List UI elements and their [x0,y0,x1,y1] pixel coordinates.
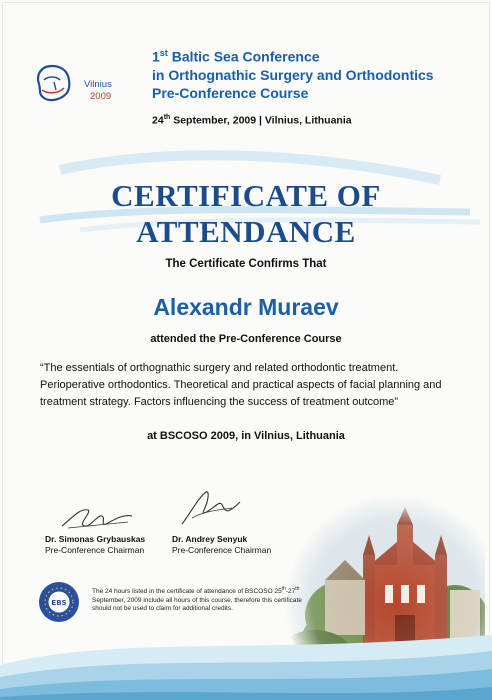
credits-disclaimer [92,585,302,614]
course-description: “The essentials of orthognathic surgery and related orthodontic treatment. Perioperative orthodontics. Theoretical and practical aspects of facial planning and treatment strategy. Factors influencing the success of treatment outcome” [40,362,442,408]
logo-city: Vilnius [84,79,112,90]
disclaimer-sup-1: th [281,586,286,592]
certificate-heading: CERTIFICATE OF ATTENDANCE [111,178,381,249]
signature-grybauskas [58,500,138,532]
date-suffix: th [163,114,171,121]
signatory-1-role: Pre-Conference Chairman [45,545,145,555]
signatory-2-name: Dr. Andrey Senyuk [172,534,248,544]
signatory-1-name: Dr. Simonas Grybauskas [45,534,146,544]
bottom-wave-decoration [0,615,492,700]
signatory-2 [172,534,271,556]
conference-date [152,114,352,127]
disclaimer-part-1: The 24 hours listed in the certificate of attendance of BSCOSO 25 [92,588,282,596]
recipient-name: Alexandr Muraev [153,294,339,320]
date-rest: September, 2009 | Vilnius, Lithuania [170,114,352,127]
title-line1: Baltic Sea Conference [167,48,320,65]
conference-title [152,44,482,102]
title-ordinal-suffix: st [159,48,168,58]
attended-line: attended the Pre-Conference Course [150,333,342,345]
venue-line: at BSCOSO 2009, in Vilnius, Lithuania [147,430,345,442]
disclaimer-part-2: -27 [285,588,296,596]
title-line3: Pre-Conference Course [152,84,309,101]
title-line2: in Orthognathic Surgery and Orthodontics [152,66,434,83]
confirms-line: The Certificate Confirms That [165,258,327,270]
logo-year: 2009 [90,91,112,102]
date-day: 24 [152,114,164,127]
seal-text: EBS [51,599,67,607]
signatory-2-role: Pre-Conference Chairman [172,545,272,555]
disclaimer-part-3: September, 2009 include all hours of this course, therefore this certificate should not be used to claim for additional credits. [92,596,302,613]
title-ordinal: 1 [152,48,160,65]
signature-senyuk [172,488,242,530]
disclaimer-sup-2: th [295,586,300,592]
signatory-1 [45,534,145,556]
